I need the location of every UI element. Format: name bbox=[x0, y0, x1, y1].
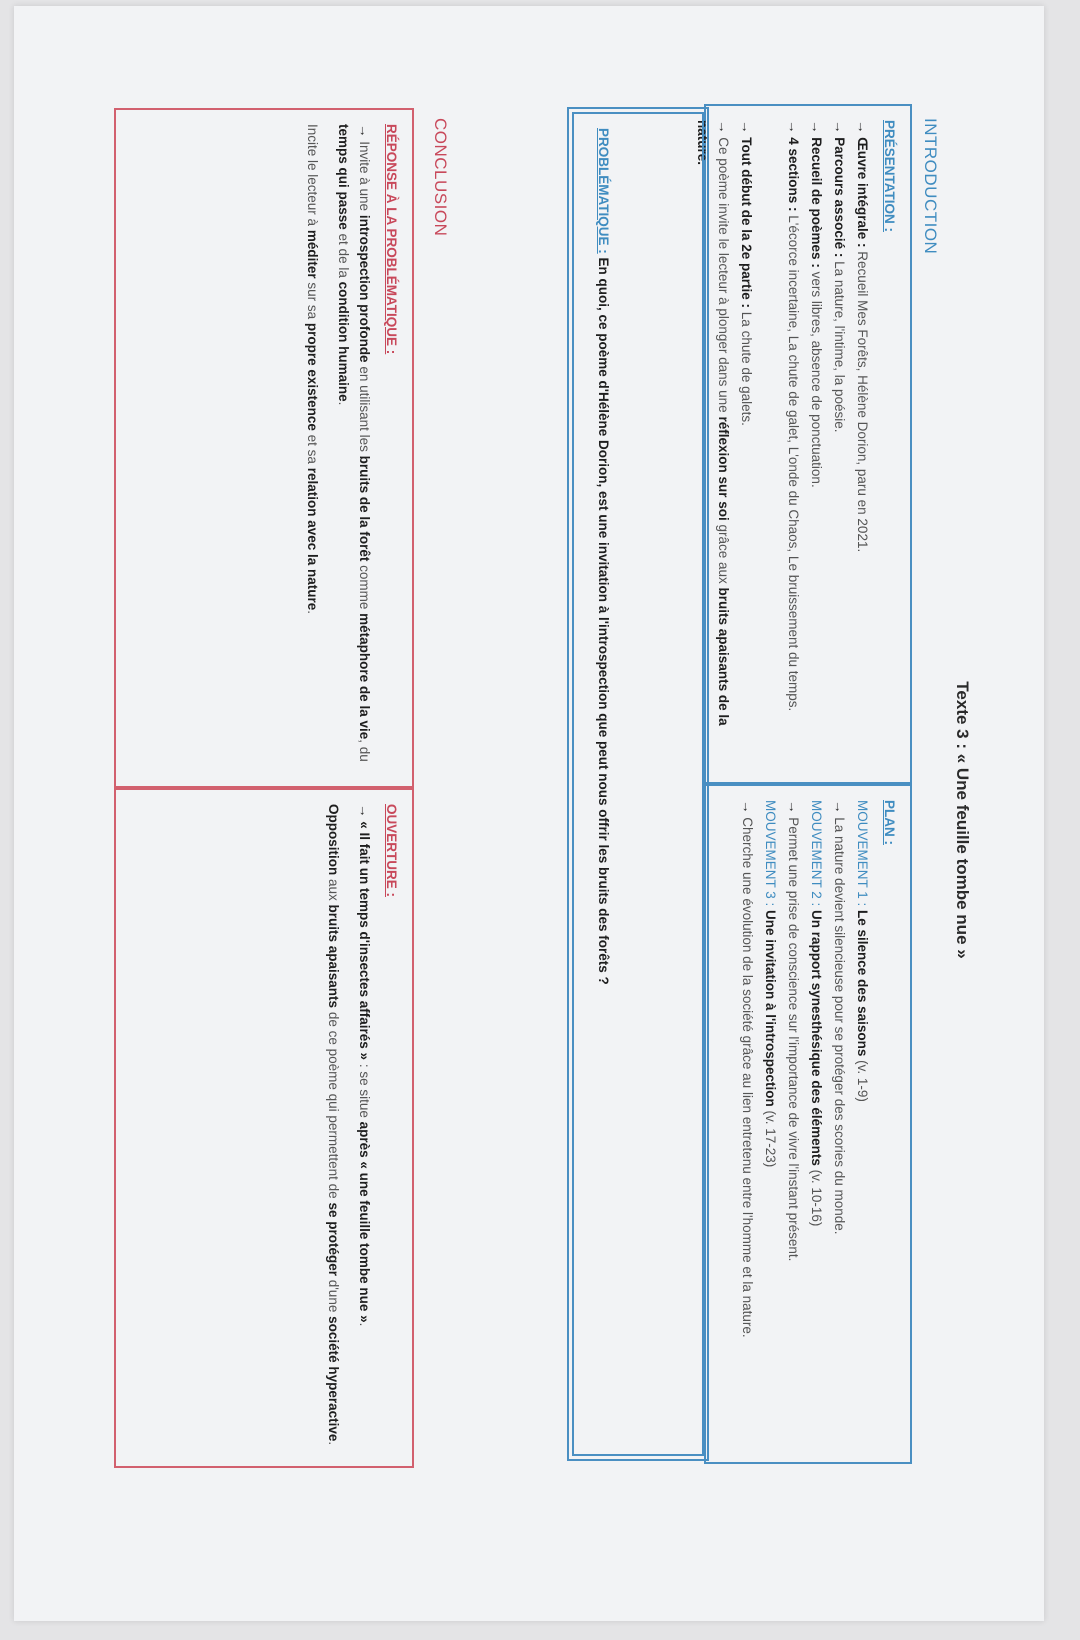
reponse-paragraph-1 bbox=[333, 124, 375, 772]
arrow-right-icon: → bbox=[716, 120, 731, 138]
invite-text: Ce poème invite le lecteur à plonger dans une bbox=[716, 137, 731, 417]
bold: condition humaine bbox=[336, 281, 351, 402]
reponse-box bbox=[114, 108, 414, 788]
movement-desc: La nature devient silencieuse pour se protéger des scories du monde. bbox=[832, 817, 847, 1235]
text: d'une bbox=[326, 1275, 341, 1317]
movement-title: Le silence des saisons bbox=[855, 910, 870, 1057]
bold: métaphore de la vie bbox=[357, 613, 372, 740]
plan-heading: PLAN : bbox=[882, 800, 897, 845]
text: . bbox=[305, 610, 320, 615]
bold: se protéger bbox=[326, 1202, 341, 1276]
text: comme bbox=[357, 561, 372, 614]
text: en utilisant les bbox=[357, 362, 372, 456]
arrow-right-icon: → bbox=[832, 800, 847, 818]
problematique-line bbox=[593, 128, 614, 985]
movement-3-desc bbox=[737, 800, 758, 1448]
movement-1-desc bbox=[829, 800, 850, 1448]
reponse-heading: RÉPONSE À LA PROBLÉMATIQUE : bbox=[384, 124, 399, 355]
bold: introspection profonde bbox=[357, 214, 372, 363]
problematique-label: PROBLÉMATIQUE : bbox=[596, 128, 611, 254]
movement-label: MOUVEMENT 3 : bbox=[763, 800, 778, 911]
item-label: Recueil de poèmes : bbox=[809, 137, 824, 268]
problematique-box bbox=[572, 112, 704, 1456]
text: : se situe bbox=[357, 1060, 372, 1122]
arrow-right-icon: → bbox=[786, 120, 801, 138]
item-label: Œuvre intégrale : bbox=[855, 137, 870, 248]
ouverture-heading: OUVERTURE : bbox=[384, 804, 399, 898]
text: aux bbox=[326, 875, 341, 905]
item-label: 4 sections : bbox=[786, 137, 801, 212]
part-label: Tout début de la 2e partie : bbox=[739, 137, 754, 309]
movement-title: Une invitation à l'introspection bbox=[763, 910, 778, 1107]
movement-1 bbox=[852, 800, 873, 1448]
presentation-item bbox=[783, 120, 804, 768]
reponse-paragraph-2 bbox=[302, 124, 323, 772]
item-label: Parcours associé : bbox=[832, 137, 847, 258]
invite-bold: bruits apaisants de la nature. bbox=[695, 120, 731, 726]
bold: bruits apaisants bbox=[326, 904, 341, 1009]
bold: Opposition bbox=[326, 804, 341, 876]
text: et de la bbox=[336, 229, 351, 282]
presentation-box bbox=[695, 104, 912, 784]
movement-desc: Cherche une évolution de la société grâce au lien entretenu entre l'homme et la nature. bbox=[740, 817, 755, 1338]
invite-bold: réflexion sur soi bbox=[716, 416, 731, 521]
bold: après « une feuille tombe nue » bbox=[357, 1121, 372, 1323]
arrow-right-icon: → bbox=[357, 124, 372, 142]
movement-label: MOUVEMENT 2 : bbox=[809, 800, 824, 911]
movement-desc: Permet une prise de conscience sur l'importance de vivre l'instant présent. bbox=[786, 817, 801, 1262]
movement-ref: (v. 10-16) bbox=[809, 1165, 824, 1227]
arrow-right-icon: → bbox=[357, 804, 372, 822]
text: sur sa bbox=[305, 278, 320, 323]
text: . bbox=[357, 1322, 372, 1327]
problematique-text: En quoi, ce poème d'Hélène Dorion, est une invitation à l'introspection que peut nous offrir les bruits des forêts ? bbox=[596, 253, 611, 985]
movement-2 bbox=[806, 800, 827, 1448]
ouverture-paragraph-1 bbox=[354, 804, 375, 1452]
document-title: Texte 3 : « Une feuille tombe nue » bbox=[953, 681, 972, 959]
text: , du bbox=[357, 739, 372, 762]
arrow-right-icon: → bbox=[809, 120, 824, 138]
movement-3 bbox=[760, 800, 781, 1448]
movement-ref: (v. 17-23) bbox=[763, 1106, 778, 1168]
item-text: vers libres, absence de ponctuation. bbox=[809, 267, 824, 488]
movement-label: MOUVEMENT 1 : bbox=[855, 800, 870, 911]
bold: société hyperactive bbox=[326, 1316, 341, 1442]
introduction-heading: INTRODUCTION bbox=[921, 118, 940, 255]
text: Incite le lecteur à bbox=[305, 124, 320, 230]
bold: relation avec la nature bbox=[305, 467, 320, 611]
presentation-heading: PRÉSENTATION : bbox=[882, 120, 897, 233]
movement-2-desc bbox=[783, 800, 804, 1448]
arrow-right-icon: → bbox=[786, 800, 801, 818]
text: de ce poème qui permettent de bbox=[326, 1008, 341, 1203]
bold: propre existence bbox=[305, 322, 320, 431]
ouverture-paragraph-2 bbox=[323, 804, 344, 1452]
bold: bruits de la forêt bbox=[357, 455, 372, 562]
ouverture-box bbox=[114, 788, 414, 1468]
text: Invite à une bbox=[357, 141, 372, 215]
item-text: Recueil Mes Forêts, Hélène Dorion, paru en 2021. bbox=[855, 247, 870, 553]
arrow-right-icon: → bbox=[740, 800, 755, 818]
plan-box bbox=[704, 784, 912, 1464]
bold: temps qui passe bbox=[336, 124, 351, 230]
movement-ref: (v. 1-9) bbox=[855, 1056, 870, 1102]
text: . bbox=[326, 1441, 341, 1446]
text: et sa bbox=[305, 430, 320, 468]
item-text: La nature, l'intime, la poésie. bbox=[832, 257, 847, 433]
part-line bbox=[736, 120, 757, 768]
text: . bbox=[336, 401, 351, 406]
movement-title: Un rapport synesthésique des éléments bbox=[809, 910, 824, 1166]
invite-text: grâce aux bbox=[716, 520, 731, 588]
presentation-item bbox=[852, 120, 873, 768]
presentation-item bbox=[829, 120, 850, 768]
conclusion-heading: CONCLUSION bbox=[431, 118, 450, 237]
item-text: L'écorce incertaine, La chute de galet, L'onde du Chaos, Le bruissement du temps. bbox=[786, 211, 801, 712]
arrow-right-icon: → bbox=[832, 120, 847, 138]
presentation-item bbox=[806, 120, 827, 768]
arrow-right-icon: → bbox=[855, 120, 870, 138]
part-text: La chute de galets. bbox=[739, 308, 754, 426]
arrow-right-icon: → bbox=[739, 120, 754, 138]
bold: méditer bbox=[305, 229, 320, 279]
quote: « Il fait un temps d'insectes affairés » bbox=[357, 821, 372, 1061]
